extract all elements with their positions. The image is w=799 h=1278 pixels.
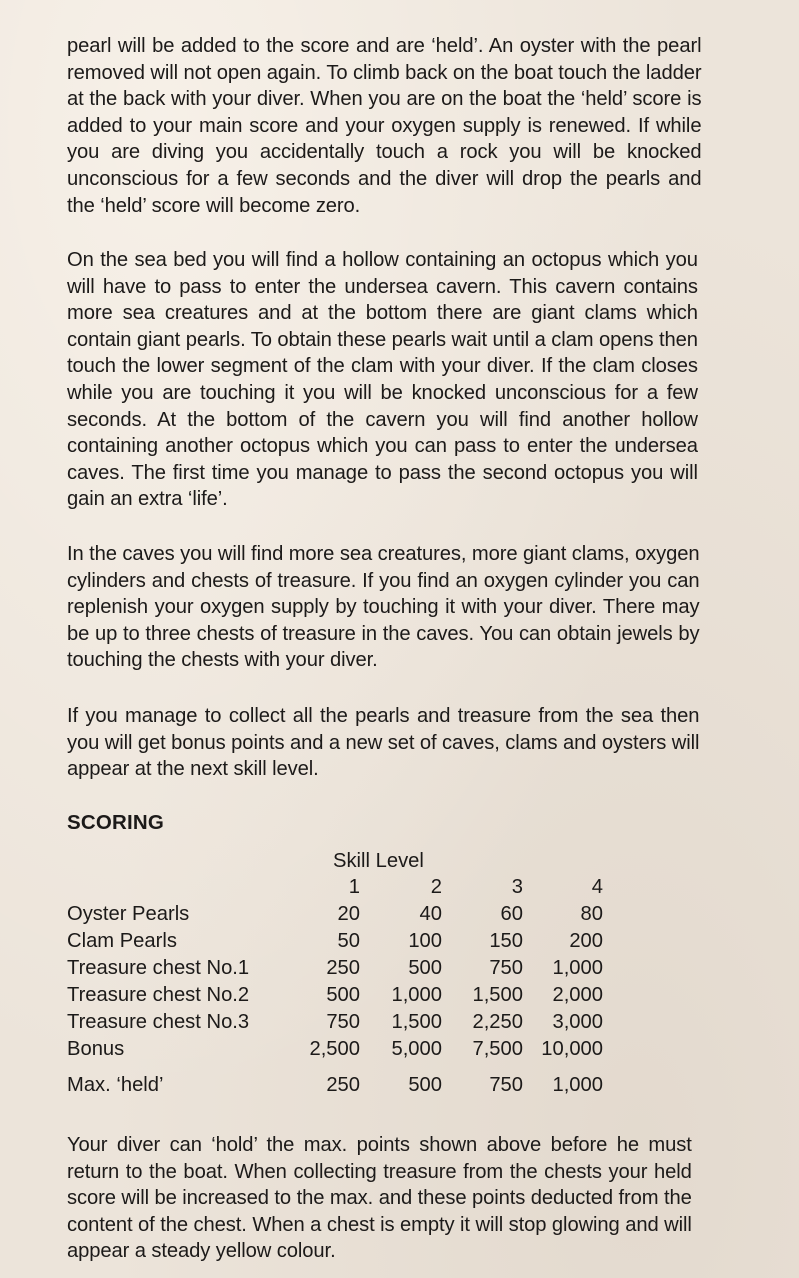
- text-line: will have to pass to enter the undersea cavern. This cavern contains: [67, 275, 698, 298]
- scoring-value: 3,000: [552, 1011, 603, 1033]
- scoring-value: 50: [337, 930, 360, 952]
- scoring-row-label: Treasure chest No.3: [67, 1011, 250, 1033]
- text-line: you will get bonus points and a new set of caves, clams and oysters will: [67, 731, 700, 754]
- text-line: caves. The first time you manage to pass the second octopus you will: [67, 461, 698, 484]
- paragraph-bonus: [67, 703, 699, 783]
- skill-level-header: Skill Level: [333, 850, 424, 872]
- scoring-row: [67, 1011, 607, 1038]
- scoring-value: 60: [500, 903, 523, 925]
- scoring-row: [67, 984, 607, 1011]
- scoring-row: [67, 1038, 607, 1065]
- scoring-value: 2,250: [472, 1011, 523, 1033]
- scoring-value: 500: [408, 1074, 442, 1096]
- paragraph-caves: [67, 541, 699, 674]
- text-line: containing another octopus which you can pass to enter the undersea: [67, 435, 698, 458]
- text-line: cylinders and chests of treasure. If you find an oxygen cylinder you can: [67, 569, 700, 592]
- text-line: unconscious for a few seconds and the diver will drop the pearls and: [67, 167, 702, 190]
- scoring-row-label: Oyster Pearls: [67, 903, 190, 925]
- skill-level-number: 1: [348, 876, 360, 898]
- scoring-value: 750: [489, 1074, 523, 1096]
- text-line: content of the chest. When a chest is empty it will stop glowing and will: [67, 1213, 692, 1236]
- skill-level-number: 4: [591, 876, 603, 898]
- scoring-row: [67, 930, 607, 957]
- scoring-value: 1,000: [391, 984, 442, 1006]
- scoring-value: 1,500: [391, 1011, 442, 1033]
- scoring-value: 10,000: [541, 1038, 603, 1060]
- text-line: If you manage to collect all the pearls and treasure from the sea then: [67, 705, 700, 727]
- text-line: while you are touching it you will be knocked unconscious for a few: [67, 381, 698, 404]
- text-line: appear at the next skill level.: [67, 758, 319, 781]
- text-line: gain an extra ‘life’.: [67, 488, 228, 511]
- scoring-row-label: Clam Pearls: [67, 930, 177, 952]
- text-line: seconds. At the bottom of the cavern you will find another hollow: [67, 408, 698, 431]
- scoring-value: 40: [419, 903, 442, 925]
- text-line: In the caves you will find more sea creatures, more giant clams, oxygen: [67, 543, 700, 565]
- scoring-value: 80: [580, 903, 603, 925]
- text-line: contain giant pearls. To obtain these pearls wait until a clam opens then: [67, 328, 698, 351]
- scoring-value: 5,000: [391, 1038, 442, 1060]
- scoring-value: 750: [489, 957, 523, 979]
- paragraph-held-score: [67, 33, 701, 219]
- text-line: replenish your oxygen supply by touching it with your diver. There may: [67, 596, 700, 619]
- text-line: return to the boat. When collecting treasure from the chests your held: [67, 1160, 692, 1183]
- text-line: On the sea bed you will find a hollow containing an octopus which you: [67, 249, 698, 271]
- scoring-value: 1,000: [552, 957, 603, 979]
- scoring-heading: SCORING: [67, 811, 165, 834]
- scoring-value: 20: [337, 903, 360, 925]
- scoring-row-label: Treasure chest No.1: [67, 957, 250, 979]
- text-line: touching the chests with your diver.: [67, 649, 378, 672]
- text-line: removed will not open again. To climb back on the boat touch the ladder: [67, 61, 702, 84]
- scoring-row: [67, 957, 607, 984]
- skill-level-number: 3: [511, 876, 523, 898]
- scoring-row-label: Max. ‘held’: [67, 1074, 164, 1096]
- scoring-value: 250: [326, 957, 360, 979]
- scoring-value: 500: [326, 984, 360, 1006]
- scoring-value: 500: [408, 957, 442, 979]
- scoring-value: 250: [326, 1074, 360, 1096]
- text-line: the ‘held’ score will become zero.: [67, 194, 361, 217]
- paragraph-hold-max: [67, 1132, 692, 1265]
- scoring-value: 100: [408, 930, 442, 952]
- scoring-row-label: Bonus: [67, 1038, 125, 1060]
- scoring-value: 750: [326, 1011, 360, 1033]
- paragraph-sea-bed: [67, 247, 698, 513]
- scoring-value: 1,500: [472, 984, 523, 1006]
- text-line: more sea creatures and at the bottom there are giant clams which: [67, 302, 698, 325]
- text-line: Your diver can ‘hold’ the max. points shown above before he must: [67, 1134, 692, 1156]
- scoring-row-label: Treasure chest No.2: [67, 984, 250, 1006]
- scoring-value: 7,500: [472, 1038, 523, 1060]
- text-line: score will be increased to the max. and these points deducted from the: [67, 1187, 692, 1210]
- skill-level-numbers-row: [67, 876, 607, 903]
- scoring-row: [67, 903, 607, 930]
- text-line: be up to three chests of treasure in the caves. You can obtain jewels by: [67, 622, 700, 645]
- scoring-value: 1,000: [552, 1074, 603, 1096]
- text-line: you are diving you accidentally touch a rock you will be knocked: [67, 141, 702, 164]
- text-line: appear a steady yellow colour.: [67, 1240, 336, 1263]
- text-line: pearl will be added to the score and are ‘held’. An oyster with the pearl: [67, 35, 702, 57]
- scoring-value: 2,500: [309, 1038, 360, 1060]
- scoring-value: 200: [569, 930, 603, 952]
- text-line: touch the lower segment of the clam with your diver. If the clam closes: [67, 355, 698, 378]
- skill-level-number: 2: [430, 876, 442, 898]
- text-line: at the back with your diver. When you are on the boat the ‘held’ score is: [67, 88, 702, 111]
- scoring-value: 2,000: [552, 984, 603, 1006]
- scoring-row: [67, 1074, 607, 1101]
- text-line: added to your main score and your oxygen supply is renewed. If while: [67, 114, 702, 137]
- scoring-value: 150: [489, 930, 523, 952]
